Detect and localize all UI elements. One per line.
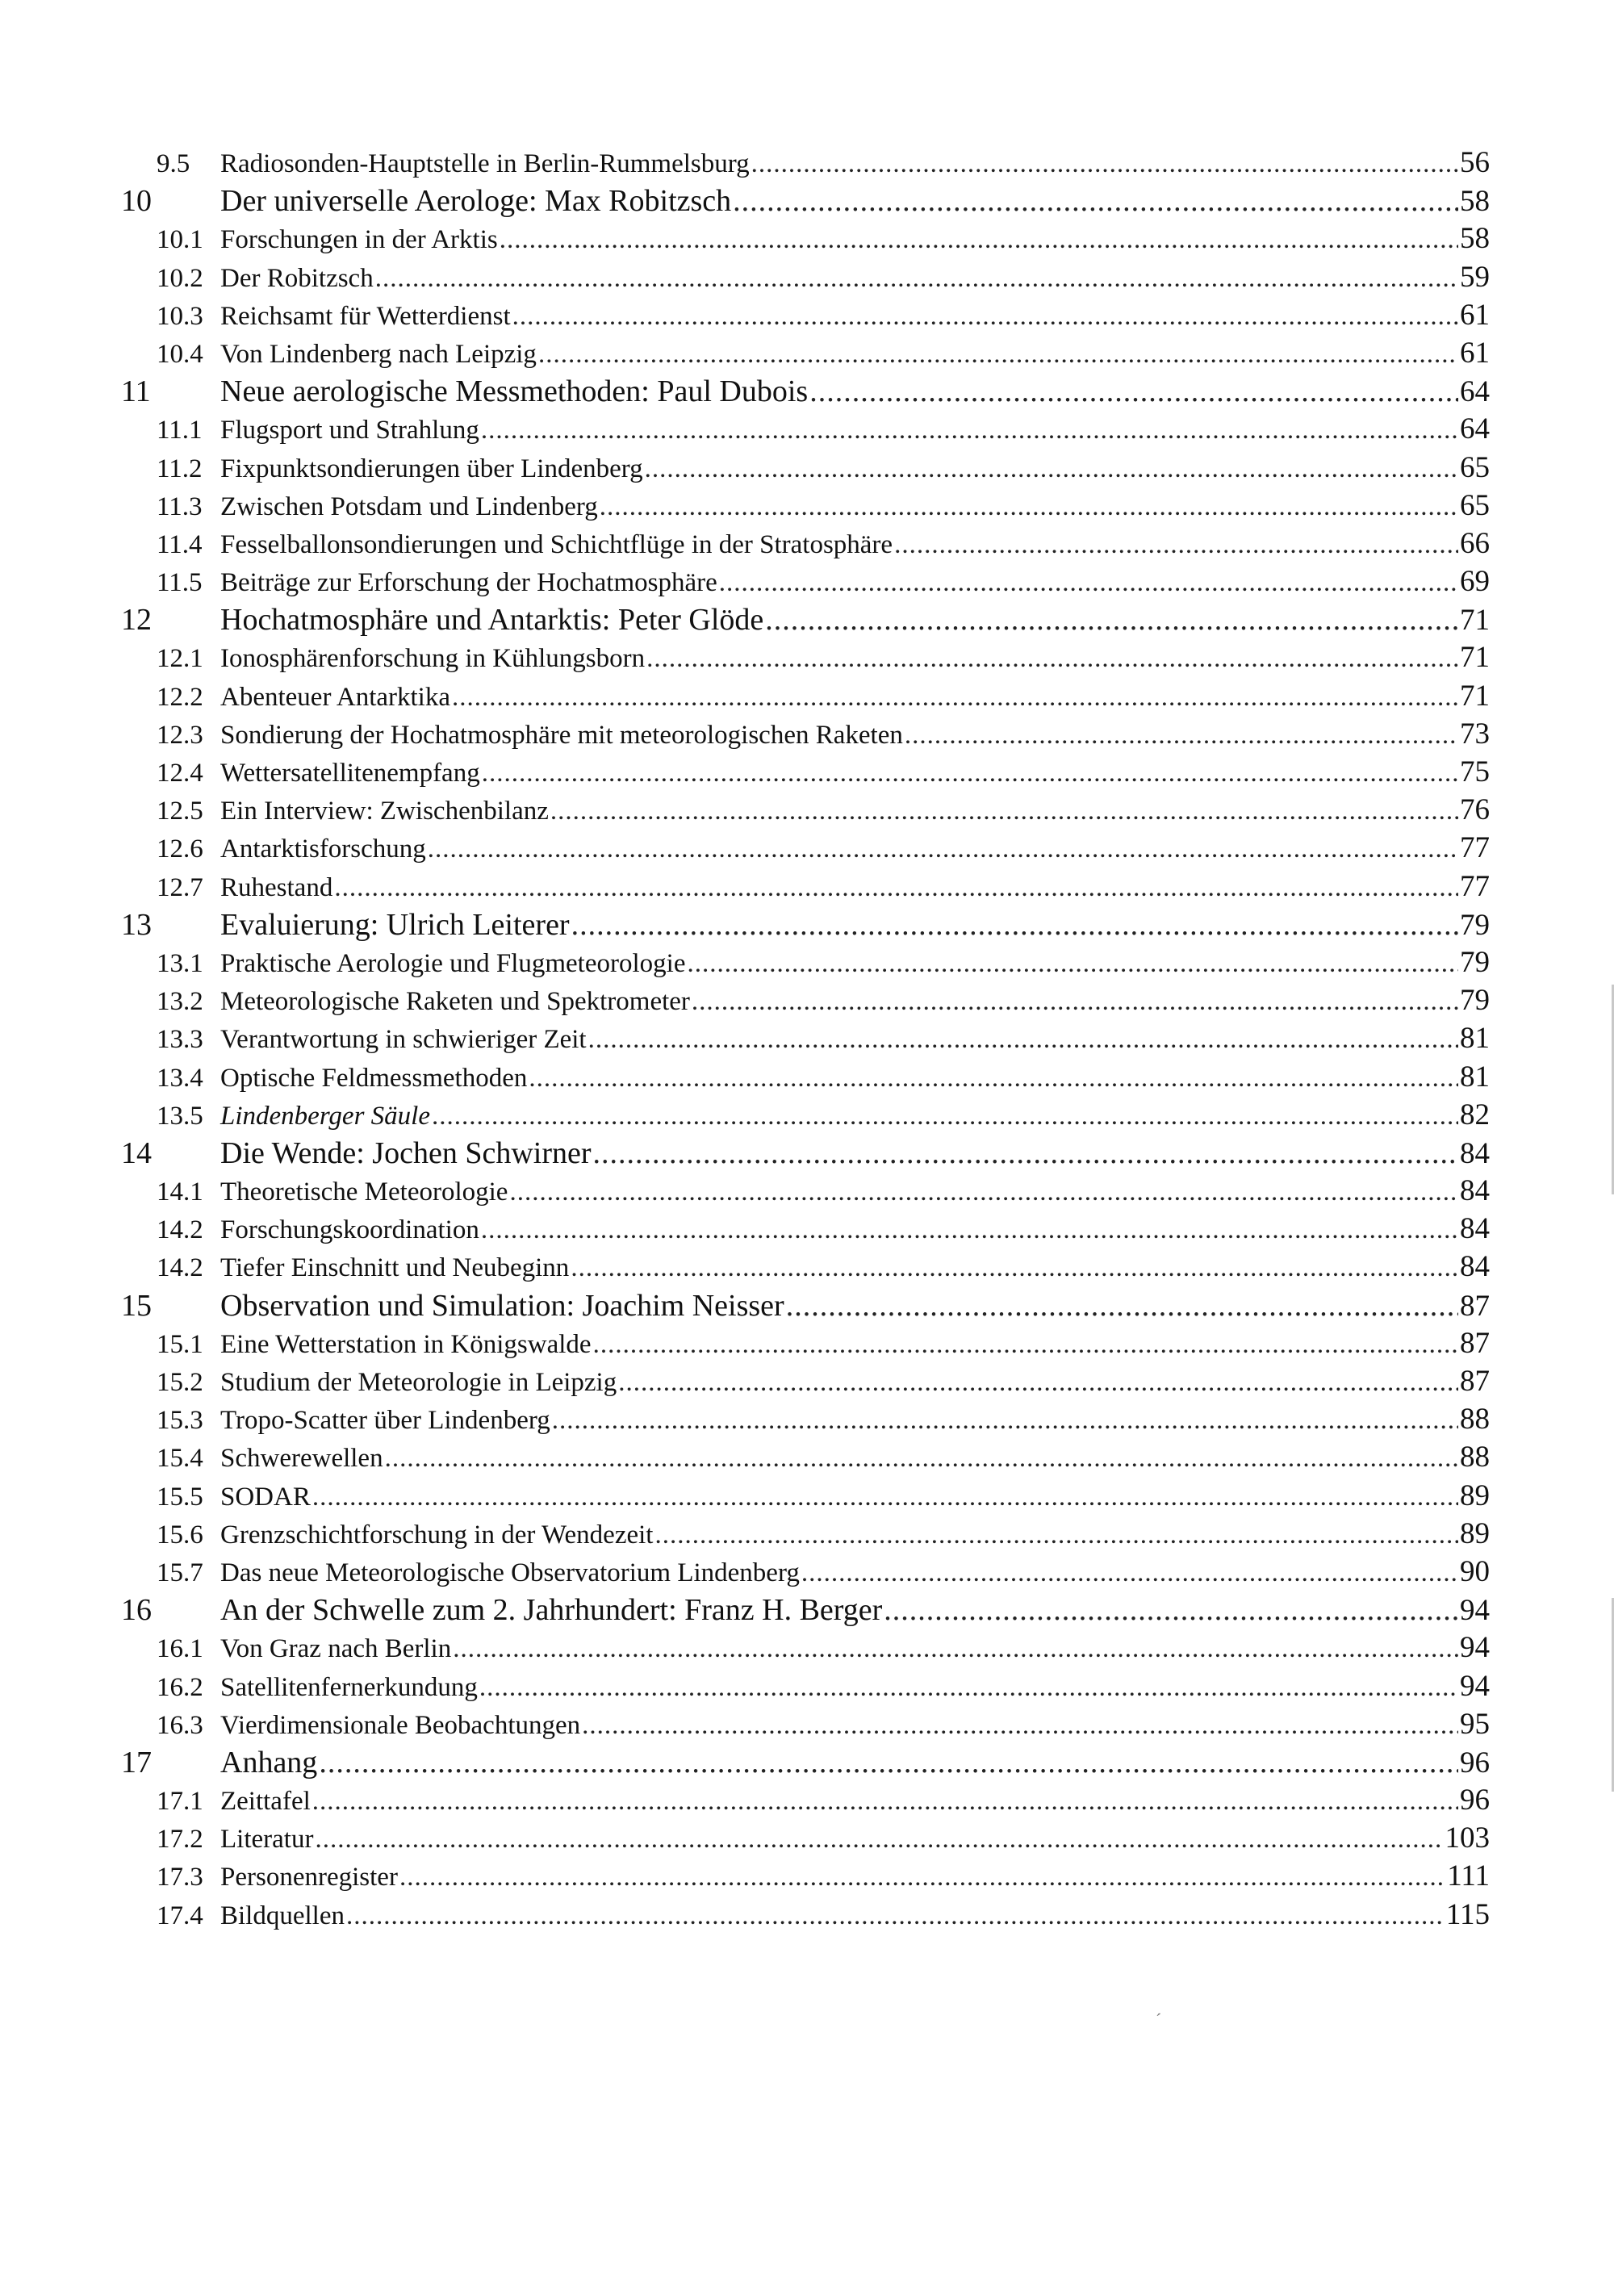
toc-entry-title: Ruhestand <box>220 872 333 902</box>
toc-entry-number: 13.3 <box>157 1025 203 1055</box>
toc-dot-leader <box>346 1901 1445 1931</box>
toc-entry-number: 15.6 <box>157 1520 203 1549</box>
toc-entry-title: Forschungen in der Arktis <box>220 225 498 255</box>
toc-entry-page: 96 <box>1460 1746 1490 1780</box>
toc-entry-title: Flugsport und Strahlung <box>220 416 479 445</box>
toc-entry-page: 94 <box>1460 1669 1490 1703</box>
toc-section-entry[interactable] <box>121 221 1490 259</box>
toc-section-entry[interactable] <box>121 1859 1490 1897</box>
toc-entry-page: 111 <box>1447 1859 1490 1893</box>
toc-section-entry[interactable] <box>121 1249 1490 1287</box>
toc-entry-number: 11 <box>121 374 151 409</box>
toc-dot-leader <box>452 683 1458 713</box>
toc-dot-leader <box>481 416 1458 445</box>
toc-entry-number: 15 <box>121 1288 152 1323</box>
toc-entry-number: 17.1 <box>157 1787 203 1817</box>
toc-dot-leader <box>312 1483 1458 1512</box>
toc-entry-page: 65 <box>1460 488 1490 522</box>
toc-dot-leader <box>432 1102 1458 1131</box>
toc-entry-page: 84 <box>1460 1136 1490 1170</box>
toc-entry-page: 87 <box>1460 1289 1490 1323</box>
toc-section-entry[interactable] <box>121 869 1490 907</box>
toc-section-entry[interactable] <box>121 1478 1490 1516</box>
toc-entry-title: Die Wende: Jochen Schwirner <box>220 1135 592 1170</box>
toc-dot-leader <box>765 602 1458 638</box>
toc-entry-number: 17.4 <box>157 1901 203 1930</box>
toc-entry-number: 11.5 <box>157 568 203 598</box>
toc-entry-number: 16 <box>121 1593 152 1628</box>
toc-entry-title: Bildquellen <box>220 1901 345 1930</box>
toc-dot-leader <box>894 530 1458 560</box>
toc-dot-leader <box>529 1064 1458 1094</box>
toc-entry-page: 95 <box>1460 1707 1490 1741</box>
toc-dot-leader <box>646 644 1458 674</box>
toc-dot-leader <box>509 1177 1458 1207</box>
toc-entry-title: Neue aerologische Messmethoden: Paul Dubois <box>220 374 809 409</box>
toc-entry-title: Forschungskoordination <box>220 1215 479 1245</box>
toc-section-entry[interactable] <box>121 1402 1490 1440</box>
toc-entry-page: 89 <box>1460 1516 1490 1550</box>
toc-section-entry[interactable] <box>121 1821 1490 1859</box>
toc-entry-title: Studium der Meteorologie in Leipzig <box>220 1368 617 1397</box>
toc-entry-page: 77 <box>1460 869 1490 903</box>
toc-entry-title: Das neue Meteorologische Observatorium Lindenberg <box>220 1558 800 1587</box>
toc-section-entry[interactable] <box>121 1516 1490 1554</box>
toc-entry-page: 88 <box>1460 1403 1490 1437</box>
toc-entry-number: 9.5 <box>157 149 190 178</box>
toc-entry-title: Vierdimensionale Beobachtungen <box>220 1710 581 1740</box>
toc-entry-page: 61 <box>1460 298 1490 332</box>
toc-entry-page: 84 <box>1460 1174 1490 1208</box>
toc-entry-title: Ionosphärenforschung in Kühlungsborn <box>220 644 646 674</box>
toc-chapter-entry[interactable] <box>121 1745 1490 1783</box>
toc-entry-title: Satellitenfernerkundung <box>220 1672 478 1702</box>
toc-entry-title: Eine Wetterstation in Königswalde <box>220 1329 592 1359</box>
toc-entry-number: 10.2 <box>157 263 203 293</box>
toc-entry-title: Grenzschichtforschung in der Wendezeit <box>220 1520 654 1549</box>
toc-section-entry[interactable] <box>121 145 1490 183</box>
toc-entry-page: 75 <box>1460 755 1490 788</box>
toc-entry-title: Literatur <box>220 1825 314 1855</box>
toc-dot-leader <box>385 1444 1458 1474</box>
toc-section-entry[interactable] <box>121 298 1490 336</box>
toc-entry-title: Observation und Simulation: Joachim Neisser <box>220 1288 784 1323</box>
toc-entry-page: 64 <box>1460 412 1490 446</box>
table-of-contents <box>121 145 1490 1935</box>
toc-dot-leader <box>481 1215 1458 1245</box>
scan-speck: ´ <box>1156 2010 1162 2030</box>
toc-entry-number: 15.7 <box>157 1558 203 1587</box>
toc-entry-title: Zwischen Potsdam und Lindenberg <box>220 491 598 521</box>
toc-section-entry[interactable] <box>121 1783 1490 1821</box>
toc-entry-page: 58 <box>1460 185 1490 219</box>
toc-entry-title: Lindenberger Säule <box>220 1101 430 1131</box>
toc-dot-leader <box>600 492 1458 522</box>
toc-entry-title: Anhang <box>220 1745 318 1780</box>
toc-entry-page: 73 <box>1460 717 1490 751</box>
toc-dot-leader <box>645 454 1458 484</box>
toc-entry-page: 66 <box>1460 526 1490 560</box>
toc-chapter-entry[interactable] <box>121 1135 1490 1173</box>
toc-chapter-entry[interactable] <box>121 1288 1490 1326</box>
toc-dot-leader <box>593 1330 1458 1360</box>
toc-dot-leader <box>538 340 1458 370</box>
toc-entry-number: 15.4 <box>157 1444 203 1474</box>
toc-entry-number: 12.6 <box>157 834 203 864</box>
toc-entry-number: 14.2 <box>157 1215 203 1245</box>
toc-section-entry[interactable] <box>121 1211 1490 1249</box>
toc-section-entry[interactable] <box>121 450 1490 488</box>
toc-dot-leader <box>552 1406 1458 1436</box>
toc-entry-page: 58 <box>1460 222 1490 256</box>
toc-section-entry[interactable] <box>121 717 1490 755</box>
toc-dot-leader <box>751 149 1458 179</box>
toc-entry-title: Radiosonden-Hauptstelle in Berlin-Rummelsburg <box>220 149 750 178</box>
toc-entry-title: An der Schwelle zum 2. Jahrhundert: Franz H. Berger <box>220 1593 883 1628</box>
toc-entry-title: Wettersatellitenempfang <box>220 759 480 788</box>
toc-entry-page: 64 <box>1460 375 1490 409</box>
toc-entry-number: 13.4 <box>157 1063 203 1093</box>
toc-entry-title: Von Graz nach Berlin <box>220 1634 452 1664</box>
toc-entry-page: 65 <box>1460 450 1490 484</box>
toc-entry-number: 12 <box>121 603 152 638</box>
toc-entry-number: 15.5 <box>157 1482 203 1512</box>
toc-dot-leader <box>479 1673 1458 1703</box>
toc-entry-title: Reichsamt für Wetterdienst <box>220 301 511 331</box>
toc-chapter-entry[interactable] <box>121 1592 1490 1630</box>
toc-entry-number: 15.2 <box>157 1368 203 1397</box>
toc-section-entry[interactable] <box>121 1021 1490 1059</box>
toc-section-entry[interactable] <box>121 1098 1490 1135</box>
toc-entry-page: 79 <box>1460 945 1490 979</box>
toc-entry-page: 59 <box>1460 260 1490 294</box>
toc-entry-number: 13.5 <box>157 1101 203 1131</box>
toc-dot-leader <box>319 1745 1458 1780</box>
toc-entry-number: 13.1 <box>157 948 203 978</box>
toc-entry-page: 96 <box>1460 1784 1490 1817</box>
toc-chapter-entry[interactable] <box>121 602 1490 640</box>
toc-dot-leader <box>571 1253 1458 1283</box>
toc-dot-leader <box>905 721 1458 751</box>
toc-entry-title: Antarktisforschung <box>220 834 426 864</box>
toc-entry-page: 71 <box>1460 641 1490 675</box>
toc-entry-number: 11.4 <box>157 529 203 559</box>
toc-section-entry[interactable] <box>121 793 1490 830</box>
toc-entry-title: Theoretische Meteorologie <box>220 1177 508 1207</box>
toc-dot-leader <box>733 183 1458 219</box>
toc-entry-page: 94 <box>1460 1594 1490 1628</box>
toc-entry-page: 61 <box>1460 336 1490 370</box>
toc-dot-leader <box>618 1368 1458 1398</box>
toc-section-entry[interactable] <box>121 526 1490 564</box>
toc-dot-leader <box>801 1558 1458 1588</box>
toc-dot-leader <box>719 568 1458 598</box>
toc-entry-title: Verantwortung in schwieriger Zeit <box>220 1025 587 1055</box>
toc-section-entry[interactable] <box>121 1554 1490 1592</box>
toc-dot-leader <box>512 302 1458 332</box>
toc-entry-number: 10 <box>121 184 152 219</box>
toc-entry-number: 10.3 <box>157 301 203 331</box>
toc-entry-page: 87 <box>1460 1365 1490 1398</box>
toc-entry-title: Sondierung der Hochatmosphäre mit meteorologischen Raketen <box>220 720 903 750</box>
toc-entry-number: 15.1 <box>157 1329 203 1359</box>
toc-entry-page: 82 <box>1460 1098 1490 1131</box>
toc-entry-title: Schwerewellen <box>220 1444 383 1474</box>
toc-dot-leader <box>687 949 1458 979</box>
toc-section-entry[interactable] <box>121 755 1490 793</box>
toc-entry-number: 10.1 <box>157 225 203 255</box>
toc-entry-number: 13 <box>121 907 152 942</box>
toc-entry-number: 12.5 <box>157 797 203 826</box>
toc-section-entry[interactable] <box>121 640 1490 678</box>
toc-entry-number: 11.1 <box>157 416 203 445</box>
toc-entry-page: 81 <box>1460 1060 1490 1094</box>
toc-section-entry[interactable] <box>121 830 1490 868</box>
toc-entry-page: 71 <box>1460 679 1490 713</box>
toc-entry-title: Von Lindenberg nach Leipzig <box>220 339 537 369</box>
toc-dot-leader <box>571 907 1458 943</box>
toc-entry-page: 76 <box>1460 793 1490 827</box>
toc-entry-title: Zeittafel <box>220 1787 311 1817</box>
toc-section-entry[interactable] <box>121 1630 1490 1668</box>
toc-section-entry[interactable] <box>121 1440 1490 1478</box>
toc-section-entry[interactable] <box>121 1326 1490 1364</box>
toc-section-entry[interactable] <box>121 1173 1490 1211</box>
toc-entry-page: 84 <box>1460 1250 1490 1284</box>
toc-entry-title: SODAR <box>220 1482 311 1512</box>
toc-entry-page: 69 <box>1460 565 1490 599</box>
toc-chapter-entry[interactable] <box>121 183 1490 221</box>
toc-entry-title: Praktische Aerologie und Flugmeteorologie <box>220 948 686 978</box>
toc-dot-leader <box>375 264 1458 294</box>
toc-entry-title: Abenteuer Antarktika <box>220 682 450 712</box>
toc-section-entry[interactable] <box>121 488 1490 526</box>
toc-entry-number: 17.2 <box>157 1825 203 1855</box>
toc-entry-page: 88 <box>1460 1441 1490 1474</box>
toc-entry-page: 89 <box>1460 1478 1490 1512</box>
toc-entry-number: 12.1 <box>157 644 203 674</box>
toc-entry-page: 90 <box>1460 1554 1490 1588</box>
toc-entry-page: 79 <box>1460 908 1490 942</box>
toc-entry-number: 12.2 <box>157 682 203 712</box>
toc-dot-leader <box>809 374 1458 409</box>
toc-section-entry[interactable] <box>121 1060 1490 1098</box>
toc-dot-leader <box>312 1787 1458 1817</box>
toc-entry-number: 16.1 <box>157 1634 203 1664</box>
toc-entry-number: 16.3 <box>157 1710 203 1740</box>
toc-entry-page: 71 <box>1460 604 1490 638</box>
toc-entry-title: Der universelle Aerologe: Max Robitzsch <box>220 184 732 219</box>
toc-entry-number: 14.1 <box>157 1177 203 1207</box>
toc-dot-leader <box>453 1634 1458 1664</box>
toc-dot-leader <box>654 1520 1458 1550</box>
toc-section-entry[interactable] <box>121 1364 1490 1402</box>
toc-section-entry[interactable] <box>121 945 1490 983</box>
toc-section-entry[interactable] <box>121 1897 1490 1935</box>
toc-dot-leader <box>315 1825 1443 1855</box>
toc-chapter-entry[interactable] <box>121 374 1490 412</box>
toc-entry-title: Fixpunktsondierungen über Lindenberg <box>220 454 643 483</box>
toc-entry-title: Ein Interview: Zwischenbilanz <box>220 797 549 826</box>
toc-dot-leader <box>500 225 1458 255</box>
toc-chapter-entry[interactable] <box>121 907 1490 945</box>
toc-dot-leader <box>582 1711 1458 1741</box>
toc-entry-page: 84 <box>1460 1212 1490 1246</box>
toc-section-entry[interactable] <box>121 412 1490 450</box>
toc-dot-leader <box>428 834 1458 864</box>
toc-section-entry[interactable] <box>121 336 1490 374</box>
toc-dot-leader <box>884 1592 1458 1628</box>
toc-entry-number: 17.3 <box>157 1863 203 1892</box>
toc-dot-leader <box>692 987 1458 1017</box>
toc-entry-title: Der Robitzsch <box>220 263 374 293</box>
toc-dot-leader <box>786 1288 1458 1324</box>
toc-entry-title: Personenregister <box>220 1863 398 1892</box>
toc-entry-title: Fesselballonsondierungen und Schichtflüge in der Stratosphäre <box>220 529 893 559</box>
toc-section-entry[interactable] <box>121 564 1490 602</box>
toc-entry-number: 14.2 <box>157 1253 203 1283</box>
toc-entry-number: 14 <box>121 1135 152 1170</box>
toc-entry-page: 77 <box>1460 831 1490 865</box>
toc-entry-page: 79 <box>1460 984 1490 1018</box>
toc-entry-page: 94 <box>1460 1631 1490 1665</box>
toc-section-entry[interactable] <box>121 260 1490 298</box>
toc-entry-number: 11.3 <box>157 491 203 521</box>
toc-entry-title: Evaluierung: Ulrich Leiterer <box>220 907 570 942</box>
toc-entry-page: 115 <box>1445 1897 1490 1931</box>
toc-dot-leader <box>334 873 1458 903</box>
toc-section-entry[interactable] <box>121 1669 1490 1707</box>
toc-dot-leader <box>588 1025 1458 1055</box>
toc-dot-leader <box>399 1863 1445 1892</box>
toc-entry-title: Beiträge zur Erforschung der Hochatmosphäre <box>220 568 717 598</box>
toc-dot-leader <box>482 759 1458 788</box>
toc-dot-leader <box>550 797 1458 826</box>
toc-section-entry[interactable] <box>121 1707 1490 1745</box>
toc-dot-leader <box>593 1135 1459 1171</box>
toc-entry-number: 12.7 <box>157 872 203 902</box>
toc-entry-title: Tropo-Scatter über Lindenberg <box>220 1406 550 1436</box>
toc-entry-number: 15.3 <box>157 1406 203 1436</box>
toc-entry-title: Optische Feldmessmethoden <box>220 1063 528 1093</box>
toc-entry-title: Tiefer Einschnitt und Neubeginn <box>220 1253 570 1283</box>
toc-entry-number: 16.2 <box>157 1672 203 1702</box>
toc-section-entry[interactable] <box>121 679 1490 717</box>
toc-entry-number: 12.3 <box>157 720 203 750</box>
toc-entry-number: 11.2 <box>157 454 203 483</box>
toc-entry-number: 17 <box>121 1745 152 1780</box>
toc-entry-number: 10.4 <box>157 339 203 369</box>
toc-entry-title: Meteorologische Raketen und Spektrometer <box>220 987 690 1017</box>
toc-entry-number: 12.4 <box>157 759 203 788</box>
toc-entry-title: Hochatmosphäre und Antarktis: Peter Glöde <box>220 603 764 638</box>
toc-entry-page: 56 <box>1460 146 1490 179</box>
toc-entry-page: 81 <box>1460 1022 1490 1056</box>
toc-section-entry[interactable] <box>121 983 1490 1021</box>
toc-entry-page: 87 <box>1460 1326 1490 1360</box>
toc-entry-page: 103 <box>1445 1821 1490 1855</box>
toc-entry-number: 13.2 <box>157 987 203 1017</box>
